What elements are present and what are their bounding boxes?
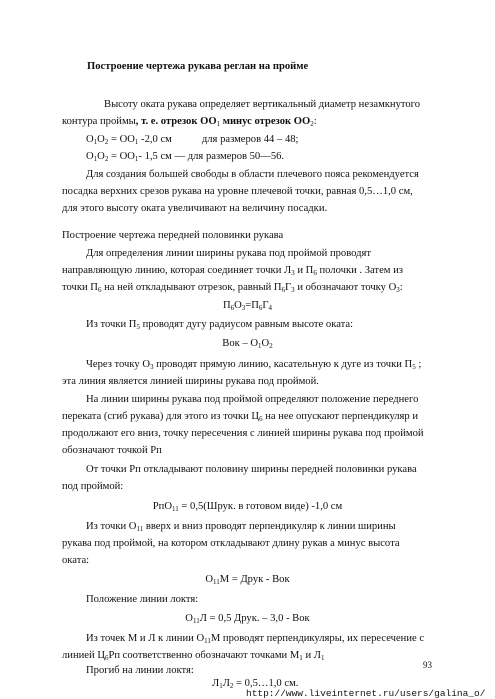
- paragraph-line: контура проймы, т. е. отрезок $ОО_1$ минус отрезок $ОО_2$:: [62, 116, 317, 128]
- paragraph-line: посадка верхних срезов рукава на уровне плечевой точки, равная 0,5…1,0 см,: [62, 186, 413, 197]
- paragraph-line: Из точки $О_{11}$ вверх и вниз проводят перпендикуляр к линии ширины: [86, 521, 396, 533]
- subsection-heading: Построение чертежа передней половинки рукава: [62, 230, 284, 241]
- section-title: Построение чертежа рукава реглан на пройме: [87, 61, 309, 72]
- page-number: 93: [423, 660, 432, 670]
- paragraph-line: Положение линии локтя:: [86, 594, 199, 605]
- paragraph-line: Для определения линии ширины рукава под проймой проводят: [86, 248, 372, 259]
- formula-line: $О_{11}М$ = Друк - Вок: [205, 574, 290, 586]
- paragraph-line: Из точек М и Л к линии $О_{11}М$ проводят перпендикуляры, их пересечение с: [86, 633, 425, 645]
- paragraph-line: Через точку $О_3$ проводят прямую линию, касательную к дуге из точки $П_5$ ;: [86, 359, 422, 371]
- paragraph-line: для этого высоту оката увеличивают на величину посадки.: [62, 203, 328, 214]
- formula-line: РпО$_{11}$ = 0,5(Шрук. в готовом виде) -1,0 см: [152, 501, 343, 513]
- paragraph-line: продолжают его вниз, точку пересечения с линией ширины рукава под проймой: [62, 428, 424, 439]
- paragraph-line: Из точки $П_5$ проводят дугу радиусом равным высоте оката:: [86, 319, 354, 331]
- paragraph-line: переката (сгиб рукава) для этого из точки $Ц_6$ на нее опускают перпендикуляр и: [62, 411, 419, 423]
- paragraph-line: эта линия является линией ширины рукава под проймой.: [62, 376, 319, 387]
- formula-line: $О_{11}Л = 0,5$ Друк. – 3,0 - Вок: [185, 613, 310, 625]
- formula-line: $О_1О_2 = ОО_1$ -2,0 см для размеров 44 – 48;: [86, 134, 299, 146]
- paragraph-line: оката:: [62, 555, 90, 566]
- formula-line: $Л_1Л_2$ = 0,5…1,0 см.: [212, 678, 299, 690]
- paragraph-line: направляющую линию, которая соединяет точки $Л_3$ и $П_6$ полочки . Затем из: [62, 265, 403, 277]
- paragraph-line: точки $П_6$ на ней откладывают отрезок, равный $П_6Г_3$ и обозначают точку $О_3$:: [62, 282, 403, 294]
- formula-line: Вок – $О_1О_2$: [222, 338, 273, 350]
- paragraph-line: рукава под проймой, на котором откладывают длину рукав а минус высота: [62, 538, 400, 549]
- paragraph-line: линией $Ц_6Рп$ соответственно обозначают точками $М_1$ и $Л_1$: [62, 650, 325, 662]
- paragraph-line: обозначают точкой Рп: [62, 445, 162, 456]
- paragraph-line: Высоту оката рукава определяет вертикальный диаметр незамкнутого: [104, 99, 421, 110]
- source-url: http://www.liveinternet.ru/users/galina_o/: [246, 688, 486, 699]
- paragraph-line: На линии ширины рукава под проймой определяют положение переднего: [86, 394, 419, 405]
- paragraph-line: под проймой:: [62, 481, 124, 492]
- paragraph-line: От точки Рп откладывают половину ширины передней половинки рукава: [86, 464, 417, 475]
- formula-line: $П_6О_3=П_6Г_4$: [222, 300, 273, 312]
- formula-line: $О_1О_2 = ОО_1-$ 1,5 см — для размеров 50—56.: [86, 151, 285, 163]
- paragraph-line: Прогиб на линии локтя:: [86, 665, 194, 676]
- paragraph-line: Для создания большей свободы в области плечевого пояса рекомендуется: [86, 169, 419, 180]
